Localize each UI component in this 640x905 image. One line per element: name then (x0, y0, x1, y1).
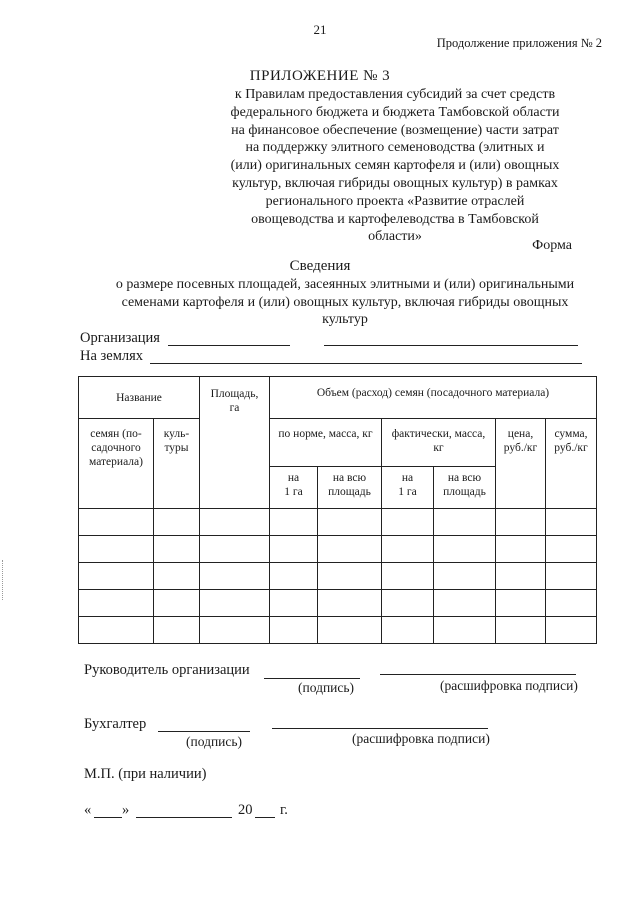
table-cell[interactable] (154, 536, 200, 563)
crops-header: куль- туры (154, 419, 200, 509)
table-cell[interactable] (79, 590, 154, 617)
organization-label: Организация (80, 330, 160, 346)
table-cell[interactable] (382, 617, 434, 644)
date-close-quote: » (122, 802, 130, 818)
table-cell[interactable] (270, 536, 318, 563)
table-row (79, 590, 597, 617)
accountant-signature-line[interactable] (158, 731, 250, 732)
appendix-line: регионального проекта «Развитие отраслей (265, 193, 525, 209)
whole-area-header-actual: на всю площадь (434, 467, 496, 509)
table-row (79, 536, 597, 563)
lands-field-line[interactable] (150, 363, 582, 364)
report-subtitle-line: о размере посевных площадей, засеянных элитными и (или) оригинальными (115, 277, 575, 292)
table-cell[interactable] (154, 563, 200, 590)
table-cell[interactable] (496, 536, 546, 563)
norm-header: по норме, масса, кг (270, 419, 382, 467)
table-cell[interactable] (496, 590, 546, 617)
table-cell[interactable] (496, 563, 546, 590)
date-open-quote: « (84, 802, 92, 818)
table-cell[interactable] (154, 590, 200, 617)
table-cell[interactable] (270, 509, 318, 536)
table-cell[interactable] (434, 509, 496, 536)
table-cell[interactable] (270, 617, 318, 644)
table-cell[interactable] (434, 590, 496, 617)
table-cell[interactable] (79, 509, 154, 536)
head-decoding-line[interactable] (380, 674, 576, 675)
table-cell[interactable] (434, 563, 496, 590)
table-cell[interactable] (546, 563, 597, 590)
table-cell[interactable] (382, 563, 434, 590)
appendix-line: (или) оригинальных семян картофеля и (или) овощных (230, 158, 560, 174)
name-header: Название (79, 377, 200, 419)
table-cell[interactable] (200, 509, 270, 536)
date-year-line[interactable] (255, 817, 275, 818)
appendix-title: ПРИЛОЖЕНИЕ № 3 (249, 68, 391, 84)
accountant-decoding-line[interactable] (272, 728, 488, 729)
lands-label: На землях (80, 348, 144, 364)
table-cell[interactable] (318, 536, 382, 563)
accountant-signature-caption: (подпись) (186, 734, 243, 749)
table-cell[interactable] (382, 536, 434, 563)
sum-header: сумма, руб./кг (546, 419, 597, 509)
table-cell[interactable] (200, 536, 270, 563)
per-ha-header-norm: на 1 га (270, 467, 318, 509)
table-cell[interactable] (200, 590, 270, 617)
table-cell[interactable] (318, 617, 382, 644)
table-cell[interactable] (318, 590, 382, 617)
table-row (79, 617, 597, 644)
report-subtitle-line: культур (322, 312, 368, 327)
table-cell[interactable] (546, 590, 597, 617)
table-cell[interactable] (546, 536, 597, 563)
date-year-prefix: 20 (238, 802, 253, 818)
area-header: Площадь, га (200, 377, 270, 509)
appendix-line: культур, включая гибриды овощных культур) в рамках (232, 175, 558, 191)
appendix-line: на финансовое обеспечение (возмещение) части затрат (231, 122, 559, 138)
appendix-line: к Правилам предоставления субсидий за счет средств (234, 87, 556, 102)
table-row (79, 563, 597, 590)
head-decoding-caption: (расшифровка подписи) (440, 678, 578, 693)
table-cell[interactable] (270, 563, 318, 590)
table-cell[interactable] (154, 617, 200, 644)
price-header: цена, руб./кг (496, 419, 546, 509)
report-subtitle-line: семенами картофеля и (или) овощных культур, включая гибриды овощных (121, 294, 569, 310)
table-cell[interactable] (382, 590, 434, 617)
appendix-line: федерального бюджета и бюджета Тамбовской области (230, 104, 560, 120)
table-cell[interactable] (496, 617, 546, 644)
organization-field-line-1[interactable] (168, 345, 290, 346)
table-cell[interactable] (496, 509, 546, 536)
accountant-decoding-caption: (расшифровка подписи) (352, 731, 490, 746)
whole-area-header-norm: на всю площадь (318, 467, 382, 509)
per-ha-header-actual: на 1 га (382, 467, 434, 509)
table-cell[interactable] (200, 617, 270, 644)
page-number: 21 (313, 22, 327, 37)
actual-header: фактически, масса, кг (382, 419, 496, 467)
margin-mark (2, 560, 4, 600)
volume-header: Объем (расход) семян (посадочного материала) (270, 377, 597, 419)
appendix-line: области» (368, 229, 422, 245)
head-label: Руководитель организации (84, 662, 250, 678)
table-cell[interactable] (382, 509, 434, 536)
appendix-line: на поддержку элитного семеноводства (элитных и (245, 140, 545, 156)
stamp-place: М.П. (при наличии) (84, 766, 207, 782)
date-day-line[interactable] (94, 817, 122, 818)
table-cell[interactable] (546, 617, 597, 644)
table-cell[interactable] (79, 536, 154, 563)
table-cell[interactable] (546, 509, 597, 536)
table-cell[interactable] (318, 563, 382, 590)
date-year-suffix: г. (280, 802, 288, 818)
table-cell[interactable] (270, 590, 318, 617)
continuation-note: Продолжение приложения № 2 (436, 36, 602, 50)
table-cell[interactable] (200, 563, 270, 590)
table-cell[interactable] (434, 617, 496, 644)
table-cell[interactable] (79, 617, 154, 644)
report-subtitle (80, 276, 610, 329)
appendix-description (180, 86, 610, 246)
table-row (79, 509, 597, 536)
head-signature-line[interactable] (264, 678, 360, 679)
sowing-areas-table (78, 376, 597, 644)
date-month-line[interactable] (136, 817, 232, 818)
appendix-line: овощеводства и картофелеводства в Тамбовской (251, 211, 539, 227)
seeds-header: семян (по- садочного материала) (79, 419, 154, 509)
form-label: Форма (532, 238, 572, 253)
report-title: Сведения (289, 258, 351, 274)
table-cell[interactable] (154, 509, 200, 536)
table-cell[interactable] (318, 509, 382, 536)
accountant-label: Бухгалтер (84, 716, 147, 732)
table-cell[interactable] (434, 536, 496, 563)
head-signature-caption: (подпись) (298, 680, 355, 695)
organization-field-line-2[interactable] (324, 345, 578, 346)
table-cell[interactable] (79, 563, 154, 590)
